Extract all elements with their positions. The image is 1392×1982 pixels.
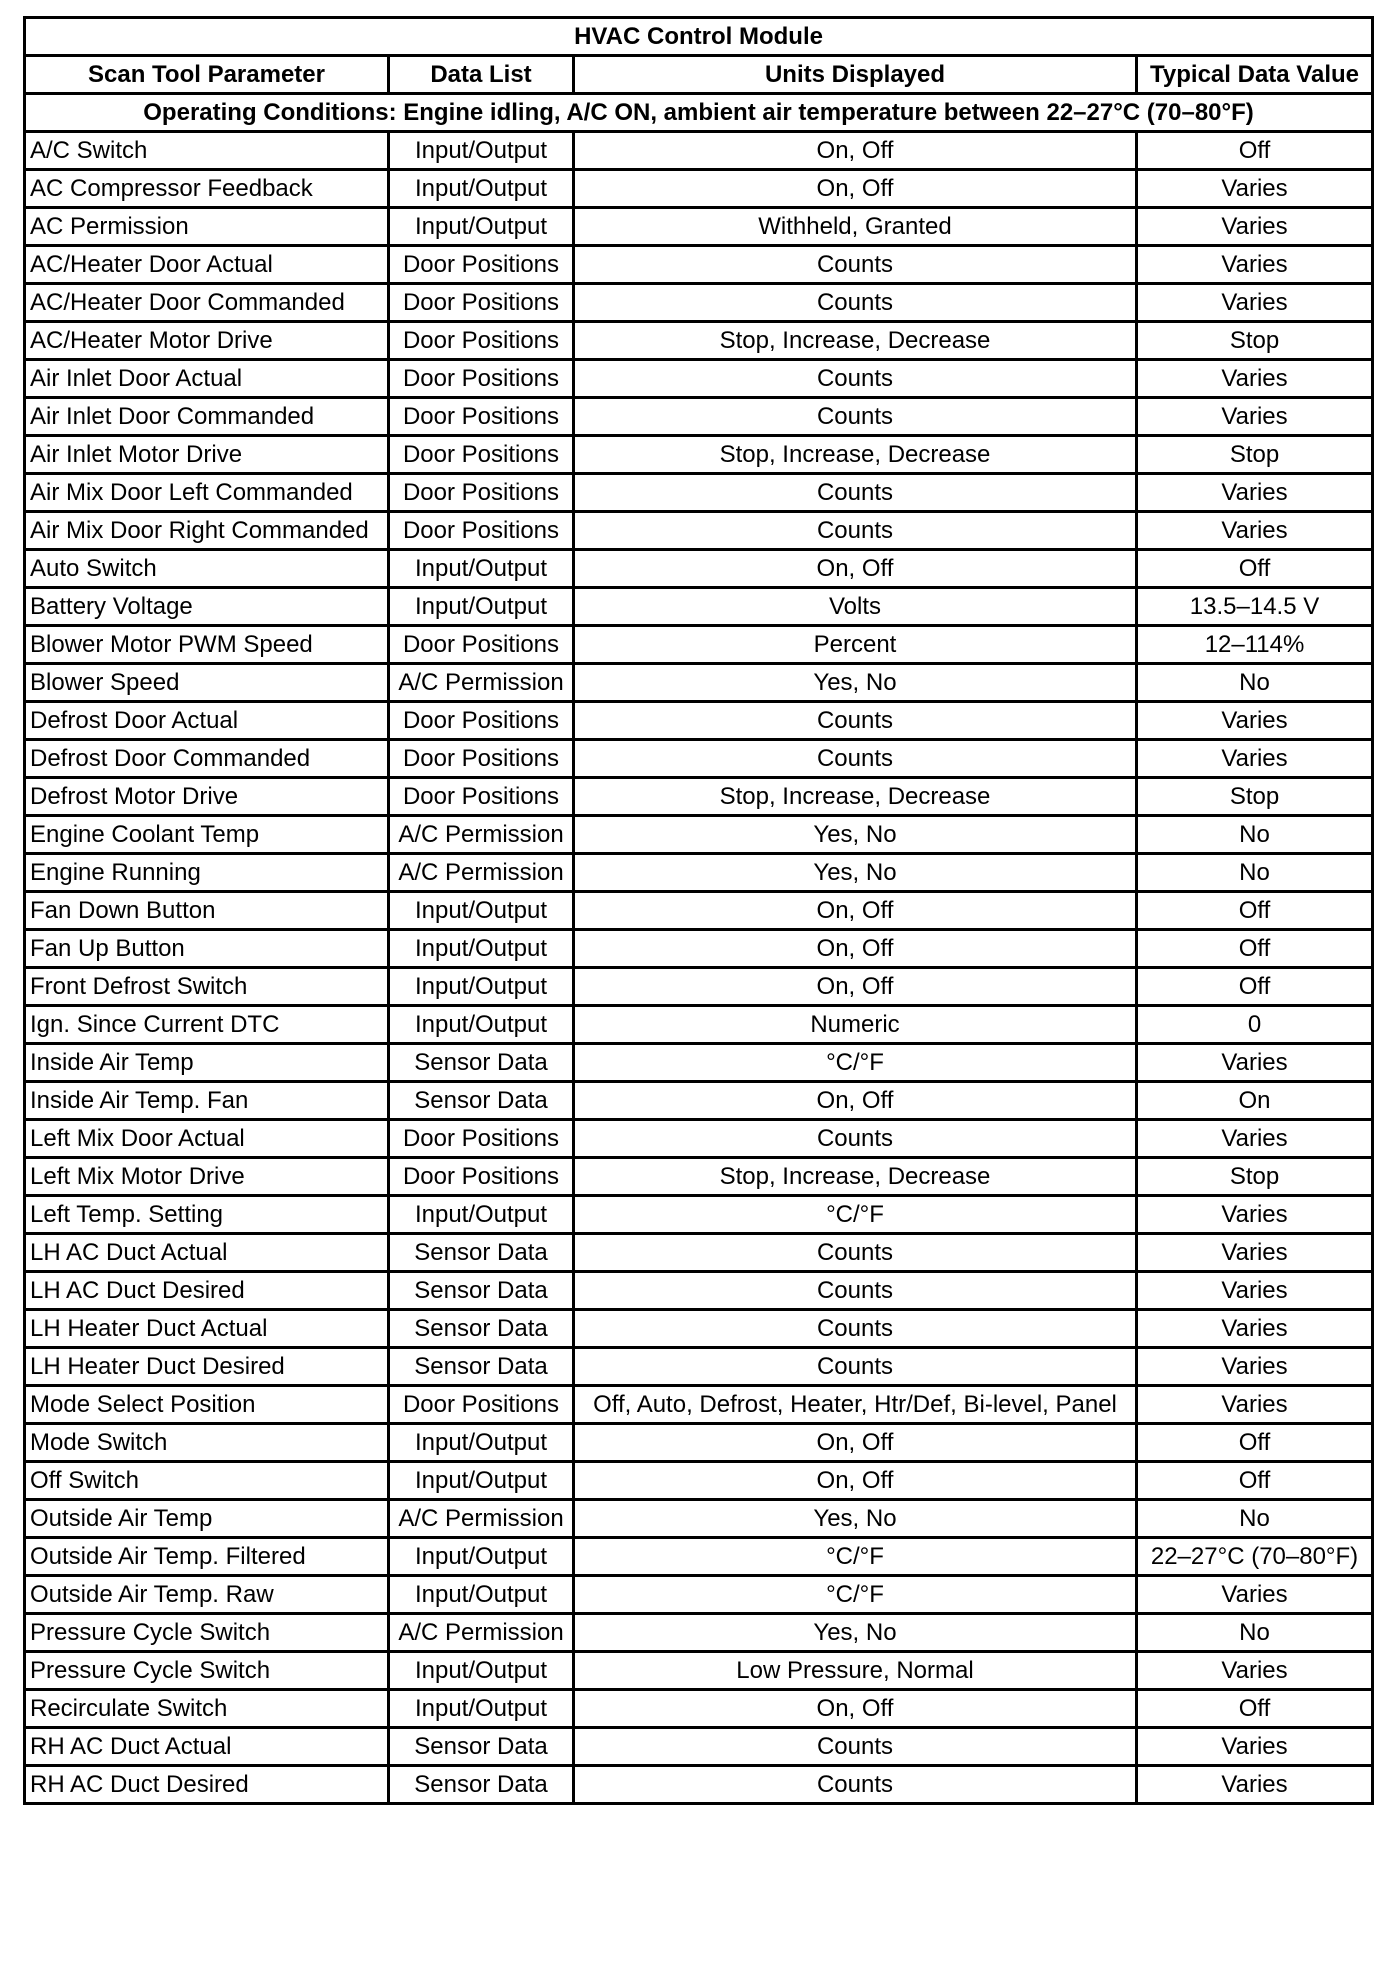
typical-value-cell: On: [1137, 1082, 1373, 1120]
units-cell: Stop, Increase, Decrease: [574, 1158, 1137, 1196]
table-row: [25, 854, 1373, 892]
table-row: [25, 1158, 1373, 1196]
param-cell: Blower Speed: [25, 664, 389, 702]
data-list-cell: A/C Permission: [389, 854, 574, 892]
typical-value-cell: Stop: [1137, 778, 1373, 816]
typical-value-cell: Off: [1137, 1424, 1373, 1462]
units-cell: Counts: [574, 284, 1137, 322]
units-cell: On, Off: [574, 1082, 1137, 1120]
header-typical-data-value: Typical Data Value: [1137, 56, 1373, 94]
units-cell: °C/°F: [574, 1196, 1137, 1234]
param-cell: Inside Air Temp. Fan: [25, 1082, 389, 1120]
data-list-cell: Input/Output: [389, 1576, 574, 1614]
table-row: [25, 778, 1373, 816]
data-list-cell: Door Positions: [389, 322, 574, 360]
units-cell: Stop, Increase, Decrease: [574, 436, 1137, 474]
param-cell: Off Switch: [25, 1462, 389, 1500]
param-cell: Mode Switch: [25, 1424, 389, 1462]
param-cell: Defrost Door Commanded: [25, 740, 389, 778]
typical-value-cell: Off: [1137, 1462, 1373, 1500]
table-row: [25, 1424, 1373, 1462]
operating-conditions: Operating Conditions: Engine idling, A/C ON, ambient air temperature between 22–27°C (70–80°F): [25, 94, 1373, 132]
typical-value-cell: Varies: [1137, 1044, 1373, 1082]
typical-value-cell: Varies: [1137, 360, 1373, 398]
param-cell: Engine Coolant Temp: [25, 816, 389, 854]
param-cell: Air Inlet Motor Drive: [25, 436, 389, 474]
param-cell: AC/Heater Door Actual: [25, 246, 389, 284]
typical-value-cell: Varies: [1137, 1196, 1373, 1234]
param-cell: Engine Running: [25, 854, 389, 892]
param-cell: AC Permission: [25, 208, 389, 246]
table-row: [25, 398, 1373, 436]
typical-value-cell: Varies: [1137, 1234, 1373, 1272]
data-list-cell: Input/Output: [389, 1462, 574, 1500]
typical-value-cell: Varies: [1137, 1576, 1373, 1614]
data-list-cell: Sensor Data: [389, 1272, 574, 1310]
table-row: [25, 626, 1373, 664]
param-cell: Outside Air Temp: [25, 1500, 389, 1538]
header-scan-tool-parameter: Scan Tool Parameter: [25, 56, 389, 94]
param-cell: Inside Air Temp: [25, 1044, 389, 1082]
table-row: [25, 284, 1373, 322]
param-cell: LH AC Duct Actual: [25, 1234, 389, 1272]
param-cell: Recirculate Switch: [25, 1690, 389, 1728]
table-row: [25, 1234, 1373, 1272]
data-list-cell: Door Positions: [389, 1386, 574, 1424]
data-list-cell: A/C Permission: [389, 1500, 574, 1538]
typical-value-cell: Varies: [1137, 1652, 1373, 1690]
units-cell: On, Off: [574, 1462, 1137, 1500]
units-cell: Counts: [574, 1348, 1137, 1386]
param-cell: LH AC Duct Desired: [25, 1272, 389, 1310]
param-cell: Fan Up Button: [25, 930, 389, 968]
param-cell: Battery Voltage: [25, 588, 389, 626]
param-cell: Outside Air Temp. Raw: [25, 1576, 389, 1614]
table-row: [25, 588, 1373, 626]
units-cell: Counts: [574, 474, 1137, 512]
typical-value-cell: Varies: [1137, 1310, 1373, 1348]
table-row: [25, 968, 1373, 1006]
title-row: [25, 18, 1373, 56]
param-cell: RH AC Duct Actual: [25, 1728, 389, 1766]
param-cell: Air Inlet Door Actual: [25, 360, 389, 398]
data-list-cell: Door Positions: [389, 778, 574, 816]
data-list-cell: Door Positions: [389, 360, 574, 398]
table-row: [25, 474, 1373, 512]
param-cell: Left Mix Door Actual: [25, 1120, 389, 1158]
typical-value-cell: Varies: [1137, 512, 1373, 550]
units-cell: Counts: [574, 398, 1137, 436]
data-list-cell: Input/Output: [389, 208, 574, 246]
param-cell: Left Mix Motor Drive: [25, 1158, 389, 1196]
units-cell: On, Off: [574, 1690, 1137, 1728]
units-cell: Counts: [574, 246, 1137, 284]
units-cell: Volts: [574, 588, 1137, 626]
data-list-cell: Door Positions: [389, 740, 574, 778]
units-cell: On, Off: [574, 968, 1137, 1006]
typical-value-cell: Varies: [1137, 1766, 1373, 1804]
data-list-cell: Door Positions: [389, 626, 574, 664]
data-list-cell: Input/Output: [389, 588, 574, 626]
typical-value-cell: Varies: [1137, 1272, 1373, 1310]
hvac-data-table: [23, 16, 1374, 1805]
table-row: [25, 1614, 1373, 1652]
typical-value-cell: 12–114%: [1137, 626, 1373, 664]
data-list-cell: Input/Output: [389, 550, 574, 588]
units-cell: Yes, No: [574, 1500, 1137, 1538]
operating-conditions-row: [25, 94, 1373, 132]
data-list-cell: Door Positions: [389, 1120, 574, 1158]
typical-value-cell: Varies: [1137, 1728, 1373, 1766]
table-row: [25, 1120, 1373, 1158]
data-list-cell: Sensor Data: [389, 1766, 574, 1804]
param-cell: AC/Heater Motor Drive: [25, 322, 389, 360]
table-row: [25, 1044, 1373, 1082]
units-cell: Yes, No: [574, 664, 1137, 702]
table-row: [25, 1538, 1373, 1576]
table-row: [25, 1310, 1373, 1348]
data-list-cell: Door Positions: [389, 398, 574, 436]
data-list-cell: Door Positions: [389, 512, 574, 550]
typical-value-cell: Varies: [1137, 1386, 1373, 1424]
param-cell: Blower Motor PWM Speed: [25, 626, 389, 664]
data-list-cell: Sensor Data: [389, 1310, 574, 1348]
units-cell: Counts: [574, 1234, 1137, 1272]
typical-value-cell: Varies: [1137, 208, 1373, 246]
typical-value-cell: No: [1137, 664, 1373, 702]
units-cell: Withheld, Granted: [574, 208, 1137, 246]
data-list-cell: Sensor Data: [389, 1044, 574, 1082]
units-cell: Yes, No: [574, 854, 1137, 892]
table-row: [25, 816, 1373, 854]
units-cell: Numeric: [574, 1006, 1137, 1044]
table-row: [25, 322, 1373, 360]
param-cell: Mode Select Position: [25, 1386, 389, 1424]
data-list-cell: Input/Output: [389, 930, 574, 968]
typical-value-cell: Stop: [1137, 322, 1373, 360]
units-cell: Stop, Increase, Decrease: [574, 322, 1137, 360]
typical-value-cell: Off: [1137, 892, 1373, 930]
typical-value-cell: Varies: [1137, 284, 1373, 322]
param-cell: Left Temp. Setting: [25, 1196, 389, 1234]
table-row: [25, 208, 1373, 246]
data-list-cell: A/C Permission: [389, 664, 574, 702]
typical-value-cell: Stop: [1137, 1158, 1373, 1196]
param-cell: Ign. Since Current DTC: [25, 1006, 389, 1044]
data-list-cell: Input/Output: [389, 968, 574, 1006]
units-cell: Stop, Increase, Decrease: [574, 778, 1137, 816]
param-cell: Front Defrost Switch: [25, 968, 389, 1006]
data-list-cell: Sensor Data: [389, 1348, 574, 1386]
data-list-cell: Sensor Data: [389, 1728, 574, 1766]
param-cell: LH Heater Duct Desired: [25, 1348, 389, 1386]
units-cell: Low Pressure, Normal: [574, 1652, 1137, 1690]
data-list-cell: Input/Output: [389, 892, 574, 930]
header-row: [25, 56, 1373, 94]
param-cell: Pressure Cycle Switch: [25, 1614, 389, 1652]
table-row: [25, 436, 1373, 474]
table-row: [25, 740, 1373, 778]
typical-value-cell: Off: [1137, 968, 1373, 1006]
units-cell: Counts: [574, 1766, 1137, 1804]
header-units-displayed: Units Displayed: [574, 56, 1137, 94]
table-row: [25, 132, 1373, 170]
table-row: [25, 1652, 1373, 1690]
typical-value-cell: No: [1137, 816, 1373, 854]
table-row: [25, 1766, 1373, 1804]
header-data-list: Data List: [389, 56, 574, 94]
param-cell: Pressure Cycle Switch: [25, 1652, 389, 1690]
table-row: [25, 930, 1373, 968]
typical-value-cell: 22–27°C (70–80°F): [1137, 1538, 1373, 1576]
typical-value-cell: No: [1137, 854, 1373, 892]
table-row: [25, 1196, 1373, 1234]
typical-value-cell: Varies: [1137, 474, 1373, 512]
units-cell: °C/°F: [574, 1044, 1137, 1082]
data-list-cell: Input/Output: [389, 1538, 574, 1576]
param-cell: AC Compressor Feedback: [25, 170, 389, 208]
typical-value-cell: Off: [1137, 550, 1373, 588]
typical-value-cell: Stop: [1137, 436, 1373, 474]
units-cell: Off, Auto, Defrost, Heater, Htr/Def, Bi-level, Panel: [574, 1386, 1137, 1424]
param-cell: A/C Switch: [25, 132, 389, 170]
typical-value-cell: Varies: [1137, 170, 1373, 208]
data-list-cell: Input/Output: [389, 1690, 574, 1728]
typical-value-cell: Varies: [1137, 702, 1373, 740]
units-cell: Counts: [574, 702, 1137, 740]
units-cell: On, Off: [574, 930, 1137, 968]
units-cell: °C/°F: [574, 1576, 1137, 1614]
data-list-cell: Input/Output: [389, 1006, 574, 1044]
units-cell: On, Off: [574, 132, 1137, 170]
units-cell: On, Off: [574, 170, 1137, 208]
typical-value-cell: Varies: [1137, 1120, 1373, 1158]
table-title: HVAC Control Module: [25, 18, 1373, 56]
units-cell: Counts: [574, 1120, 1137, 1158]
table-row: [25, 360, 1373, 398]
typical-value-cell: Off: [1137, 930, 1373, 968]
param-cell: Air Mix Door Right Commanded: [25, 512, 389, 550]
typical-value-cell: No: [1137, 1500, 1373, 1538]
param-cell: Auto Switch: [25, 550, 389, 588]
table-row: [25, 892, 1373, 930]
data-list-cell: Door Positions: [389, 1158, 574, 1196]
typical-value-cell: Varies: [1137, 740, 1373, 778]
typical-value-cell: 0: [1137, 1006, 1373, 1044]
table-body: [25, 132, 1373, 1804]
units-cell: Counts: [574, 360, 1137, 398]
typical-value-cell: Varies: [1137, 1348, 1373, 1386]
param-cell: Defrost Door Actual: [25, 702, 389, 740]
table-row: [25, 550, 1373, 588]
units-cell: Percent: [574, 626, 1137, 664]
param-cell: Outside Air Temp. Filtered: [25, 1538, 389, 1576]
param-cell: RH AC Duct Desired: [25, 1766, 389, 1804]
table-row: [25, 512, 1373, 550]
table-row: [25, 1576, 1373, 1614]
typical-value-cell: Varies: [1137, 246, 1373, 284]
data-list-cell: Input/Output: [389, 1424, 574, 1462]
data-list-cell: Door Positions: [389, 246, 574, 284]
param-cell: AC/Heater Door Commanded: [25, 284, 389, 322]
table-row: [25, 1728, 1373, 1766]
table-row: [25, 1348, 1373, 1386]
table-row: [25, 702, 1373, 740]
table-row: [25, 1386, 1373, 1424]
units-cell: Counts: [574, 1310, 1137, 1348]
data-list-cell: Door Positions: [389, 284, 574, 322]
data-list-cell: Input/Output: [389, 1652, 574, 1690]
table-row: [25, 170, 1373, 208]
units-cell: On, Off: [574, 550, 1137, 588]
param-cell: Air Inlet Door Commanded: [25, 398, 389, 436]
table-row: [25, 1272, 1373, 1310]
data-list-cell: Sensor Data: [389, 1082, 574, 1120]
table-row: [25, 1690, 1373, 1728]
units-cell: Counts: [574, 1728, 1137, 1766]
units-cell: Counts: [574, 512, 1137, 550]
data-list-cell: Door Positions: [389, 436, 574, 474]
units-cell: Counts: [574, 740, 1137, 778]
table-row: [25, 1462, 1373, 1500]
typical-value-cell: Varies: [1137, 398, 1373, 436]
units-cell: Yes, No: [574, 816, 1137, 854]
table-row: [25, 1500, 1373, 1538]
param-cell: Defrost Motor Drive: [25, 778, 389, 816]
typical-value-cell: Off: [1137, 132, 1373, 170]
data-list-cell: Input/Output: [389, 132, 574, 170]
table-row: [25, 1082, 1373, 1120]
table-row: [25, 664, 1373, 702]
table-row: [25, 1006, 1373, 1044]
data-list-cell: Input/Output: [389, 1196, 574, 1234]
param-cell: Fan Down Button: [25, 892, 389, 930]
data-list-cell: A/C Permission: [389, 816, 574, 854]
data-list-cell: A/C Permission: [389, 1614, 574, 1652]
units-cell: On, Off: [574, 892, 1137, 930]
data-list-cell: Door Positions: [389, 702, 574, 740]
typical-value-cell: No: [1137, 1614, 1373, 1652]
table-row: [25, 246, 1373, 284]
data-list-cell: Door Positions: [389, 474, 574, 512]
data-list-cell: Input/Output: [389, 170, 574, 208]
data-list-cell: Sensor Data: [389, 1234, 574, 1272]
units-cell: °C/°F: [574, 1538, 1137, 1576]
typical-value-cell: Off: [1137, 1690, 1373, 1728]
typical-value-cell: 13.5–14.5 V: [1137, 588, 1373, 626]
param-cell: Air Mix Door Left Commanded: [25, 474, 389, 512]
units-cell: Yes, No: [574, 1614, 1137, 1652]
param-cell: LH Heater Duct Actual: [25, 1310, 389, 1348]
units-cell: Counts: [574, 1272, 1137, 1310]
units-cell: On, Off: [574, 1424, 1137, 1462]
